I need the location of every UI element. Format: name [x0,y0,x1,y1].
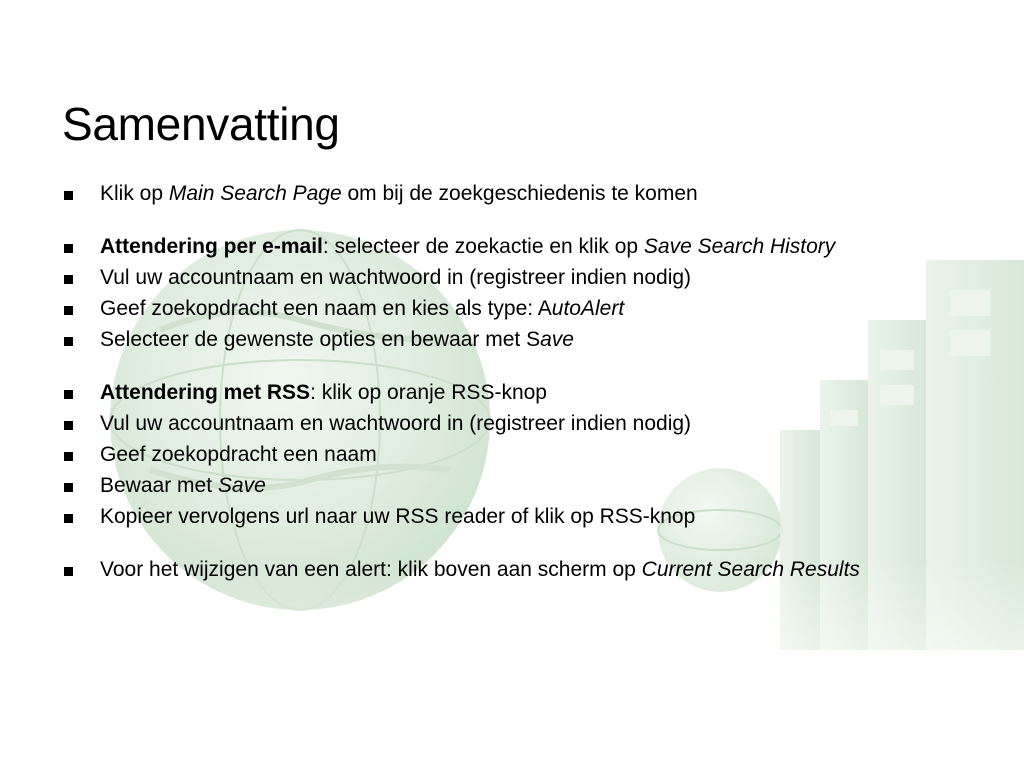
bullet-pre: Klik op [100,182,169,205]
square-bullet-icon [64,337,73,346]
bullet-pre: Geef zoekopdracht een naam en kies als type: A [100,297,552,320]
bullet-pre: Kopieer vervolgens url naar uw RSS reader of klik op RSS-knop [100,505,696,528]
list-item [62,182,962,206]
bullet-text [100,328,574,351]
square-bullet-icon [64,514,73,523]
square-bullet-icon [64,390,73,399]
bullet-text [100,558,860,581]
bullet-text [100,412,691,435]
square-bullet-icon [64,452,73,461]
list-item [62,474,962,498]
bullet-bold: Attendering per e-mail [100,235,323,258]
bullet-text [100,297,624,320]
square-bullet-icon [64,191,73,200]
square-bullet-icon [64,421,73,430]
list-item [62,443,962,467]
list-item [62,505,962,529]
bullet-italic: ave [540,328,574,351]
bullet-pre: Geef zoekopdracht een naam [100,443,377,466]
square-bullet-icon [64,567,73,576]
slide-title: Samenvatting [62,98,340,150]
list-item [62,558,962,582]
list-item [62,328,962,352]
bullet-pre: Bewaar met [100,474,218,497]
bullet-text [100,474,266,497]
bullet-italic: Main Search Page [168,182,342,205]
list-item [62,381,962,405]
bullet-pre: : klik op oranje RSS-knop [310,381,547,404]
bullet-text [100,505,695,528]
bullet-list [62,182,962,589]
bullet-pre: : selecteer de zoekactie en klik op [322,235,644,258]
square-bullet-icon [64,306,73,315]
bullet-text [100,381,547,404]
bullet-text [100,266,691,289]
bullet-post: om bij de zoekgeschiedenis te komen [341,182,698,205]
square-bullet-icon [64,244,73,253]
bullet-pre: Vul uw accountnaam en wachtwoord in (registreer indien nodig) [100,266,692,289]
list-item [62,266,962,290]
list-item [62,412,962,436]
bullet-italic: Save Search History [643,235,836,258]
bullet-italic: Current Search Results [641,558,860,581]
bullet-text [100,443,377,466]
bullet-text [100,235,835,258]
bullet-pre: Selecteer de gewenste opties en bewaar met S [100,328,541,351]
bullet-italic: Save [217,474,266,497]
square-bullet-icon [64,275,73,284]
bullet-pre: Vul uw accountnaam en wachtwoord in (registreer indien nodig) [100,412,692,435]
square-bullet-icon [64,483,73,492]
list-item [62,235,962,259]
bullet-italic: utoAlert [551,297,625,320]
bullet-text [100,182,698,205]
bullet-pre: Voor het wijzigen van een alert: klik boven aan scherm op [100,558,642,581]
bullet-bold: Attendering met RSS [100,381,311,404]
list-item [62,297,962,321]
